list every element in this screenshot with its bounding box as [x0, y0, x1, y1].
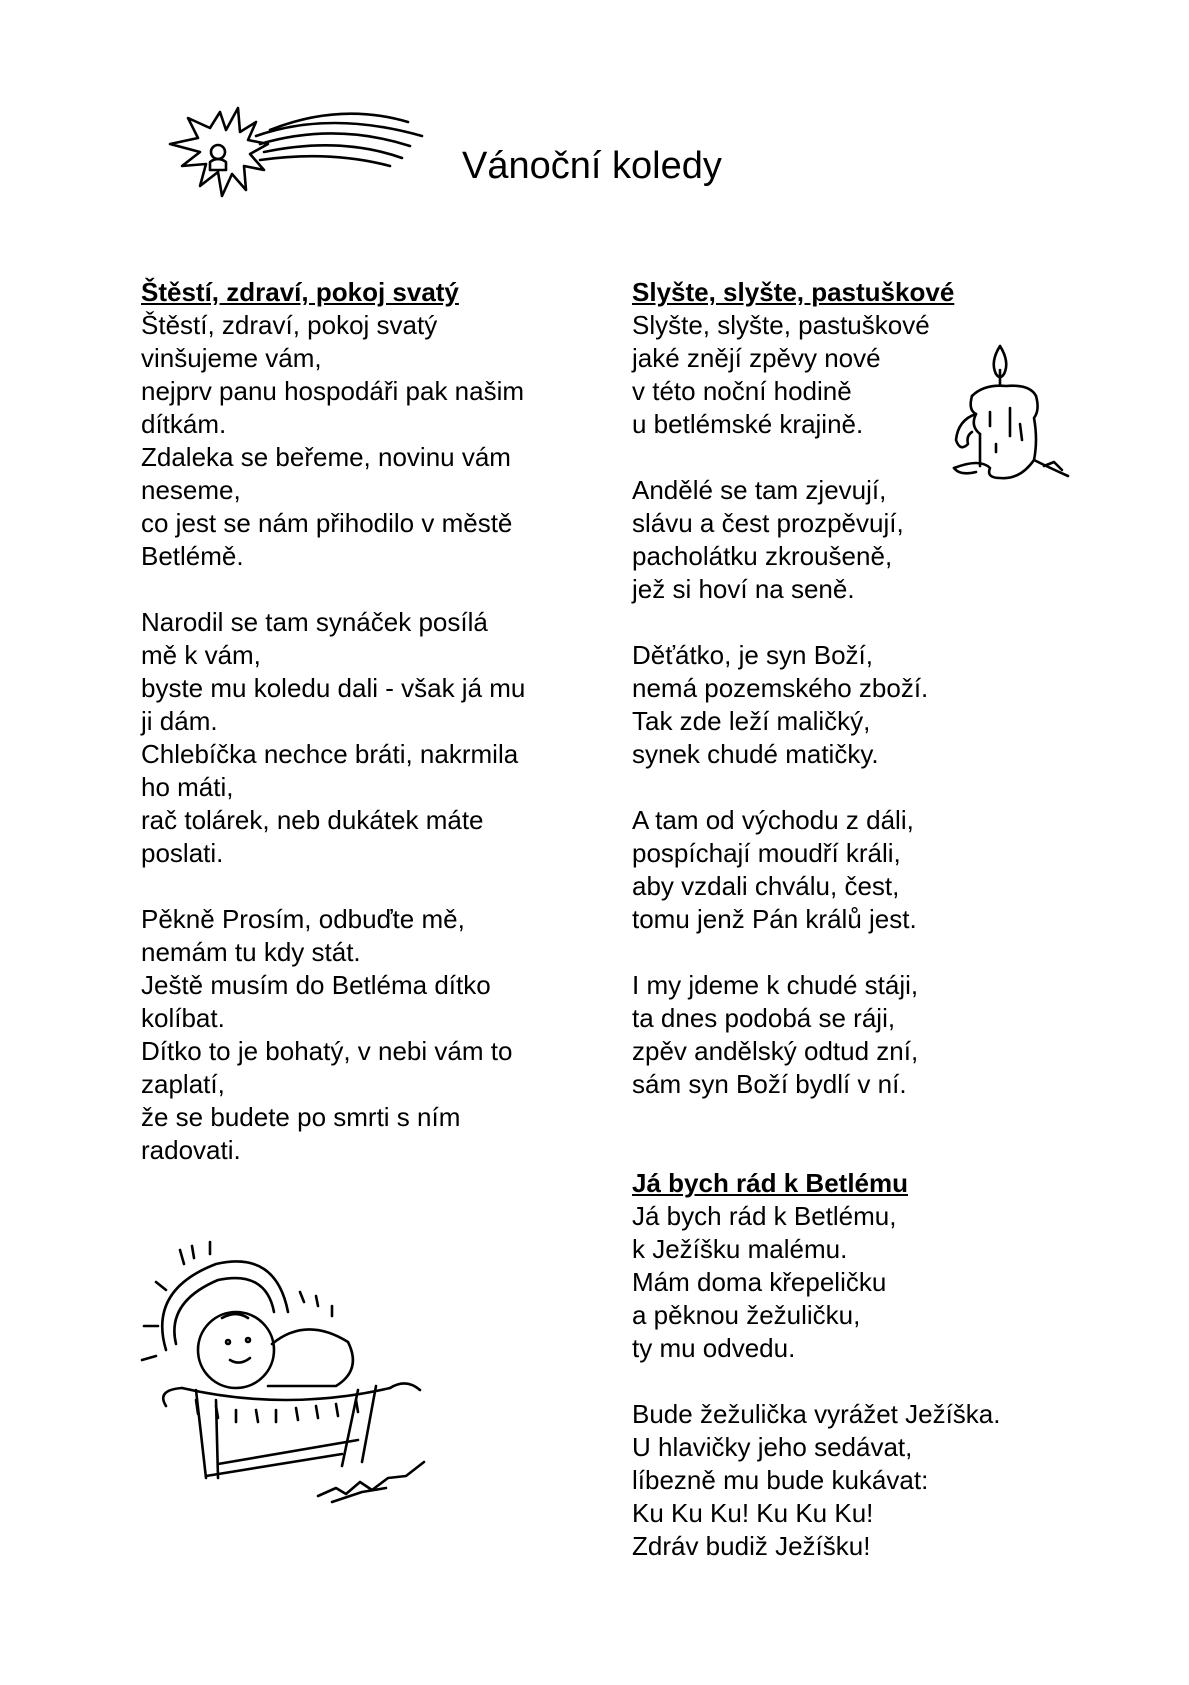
verse-line: Ještě musím do Betléma dítko — [141, 970, 491, 1000]
verse-line: tomu jenž Pán králů jest. — [632, 904, 917, 934]
verse-line: ty mu odvedu. — [632, 1333, 796, 1363]
stanza — [632, 1398, 1072, 1563]
stanza — [141, 606, 581, 870]
left-column — [141, 276, 581, 1200]
verse-line: že se budete po smrti s ním — [141, 1102, 461, 1132]
verse-line: Bude žežulička vyrážet Ježíška. — [632, 1399, 1001, 1429]
verse-line: ta dnes podobá se ráji, — [632, 1003, 896, 1033]
verse-line: rač tolárek, neb dukátek máte — [141, 805, 484, 835]
song-title: Já bych rád k Betlému — [632, 1168, 908, 1198]
verse-line: Zdaleka se beřeme, novinu vám — [141, 442, 511, 472]
verse-line: nemám tu kdy stát. — [141, 937, 361, 967]
stanza — [632, 639, 1072, 771]
verse-line: Zdráv budiž Ježíšku! — [632, 1531, 871, 1561]
verse-line: Pěkně Prosím, odbuďte mě, — [141, 904, 465, 934]
stanza — [141, 309, 581, 573]
verse-line: nemá pozemského zboží. — [632, 673, 929, 703]
verse-line: co jest se nám přihodilo v městě — [141, 508, 513, 538]
verse-line: jaké znějí zpěvy nové — [632, 343, 881, 373]
verse-line: byste mu koledu dali - však já mu — [141, 673, 526, 703]
verse-line: jež si hoví na seně. — [632, 574, 855, 604]
verse-line: Betlémě. — [141, 541, 244, 571]
verse-line: Mám doma křepeličku — [632, 1267, 887, 1297]
verse-line: Slyšte, slyšte, pastuškové — [632, 310, 930, 340]
verse-line: pacholátku zkroušeně, — [632, 541, 893, 571]
verse-line: ho máti, — [141, 772, 234, 802]
verse-line: mě k vám, — [141, 640, 261, 670]
verse-line: dítkám. — [141, 409, 227, 439]
spacer — [632, 1134, 1072, 1167]
verse-line: k Ježíšku malému. — [632, 1234, 848, 1264]
verse-line: synek chudé matičky. — [632, 739, 879, 769]
song-title: Slyšte, slyšte, pastuškové — [632, 277, 955, 307]
page-title: Vánoční koledy — [462, 145, 722, 187]
verse-line: kolíbat. — [141, 1003, 225, 1033]
song — [141, 276, 581, 1167]
verse-line: neseme, — [141, 475, 241, 505]
verse-line: I my jdeme k chudé stáji, — [632, 970, 919, 1000]
verse-line: vinšujeme vám, — [141, 343, 322, 373]
verse-line: Děťátko, je syn Boží, — [632, 640, 873, 670]
manger-illustration — [136, 1240, 456, 1510]
stanza — [141, 903, 581, 1167]
stanza — [632, 804, 1072, 936]
song-title: Štěstí, zdraví, pokoj svatý — [141, 277, 459, 307]
verse-line: líbezně mu bude kukávat: — [632, 1465, 929, 1495]
song — [632, 1167, 1072, 1563]
verse-line: U hlavičky jeho sedávat, — [632, 1432, 913, 1462]
verse-line: zpěv andělský odtud zní, — [632, 1036, 919, 1066]
verse-line: sám syn Boží bydlí v ní. — [632, 1069, 907, 1099]
verse-line: pospíchají moudří králi, — [632, 838, 901, 868]
verse-line: Ku Ku Ku! Ku Ku Ku! — [632, 1498, 874, 1528]
verse-line: ji dám. — [141, 706, 218, 736]
verse-line: u betlémské krajině. — [632, 409, 864, 439]
verse-line: radovati. — [141, 1135, 241, 1165]
verse-line: Štěstí, zdraví, pokoj svatý — [141, 310, 438, 340]
candle-illustration — [950, 340, 1075, 500]
verse-line: Narodil se tam synáček posílá — [141, 607, 488, 637]
verse-line: slávu a čest prozpěvují, — [632, 508, 904, 538]
verse-line: A tam od východu z dáli, — [632, 805, 914, 835]
verse-line: Tak zde leží maličký, — [632, 706, 871, 736]
shooting-star-illustration — [160, 100, 425, 210]
verse-line: a pěknou žežuličku, — [632, 1300, 861, 1330]
stanza — [632, 1200, 1072, 1365]
verse-line: poslati. — [141, 838, 224, 868]
verse-line: Andělé se tam zjevují, — [632, 475, 887, 505]
verse-line: Chlebíčka nechce bráti, nakrmila — [141, 739, 519, 769]
verse-line: Dítko to je bohatý, v nebi vám to — [141, 1036, 513, 1066]
verse-line: aby vzdali chválu, čest, — [632, 871, 900, 901]
stanza — [632, 969, 1072, 1101]
verse-line: zaplatí, — [141, 1069, 225, 1099]
verse-line: v této noční hodině — [632, 376, 852, 406]
verse-line: Já bych rád k Betlému, — [632, 1201, 897, 1231]
verse-line: nejprv panu hospodáři pak našim — [141, 376, 525, 406]
